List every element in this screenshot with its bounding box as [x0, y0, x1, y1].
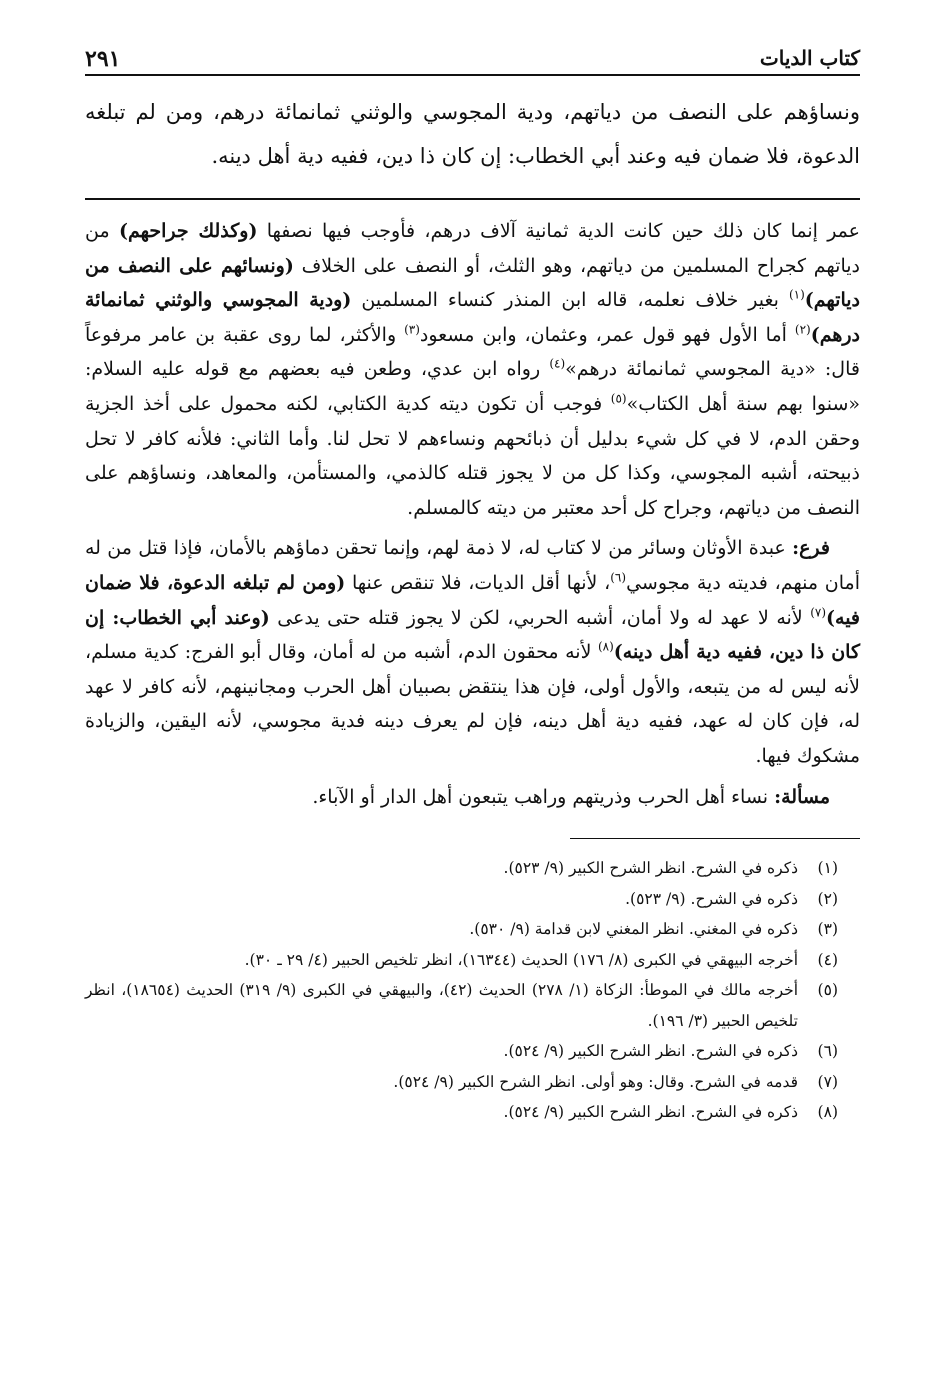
footnote-ref: (١)	[788, 287, 805, 302]
footnote-number: (٦)	[817, 1042, 838, 1061]
text-run: رواه ابن عدي، وطعن فيه بعضهم مع قوله عليه السلام: «سنوا بهم سنة أهل الكتاب»	[85, 358, 861, 415]
footnote-ref: (٢)	[794, 322, 811, 337]
footnote-number: (١)	[817, 859, 838, 878]
page-number: ٢٩١	[85, 46, 121, 72]
text-run: لأنه محقون الدم، أشبه من له أمان، وقال أبو الفرج: كدية مسلم، لأنه ليس له من يتبعه، والأول أولى، فإن هذا ينتقض بصبيان أهل الحرب ومجانينهم، لأنه كافر لا عهد له، فإن كان له عهد، ففيه دية أهل دينه، فإن لم يعرف دينه فدية مجوسي، لأنه اليقين، والزيادة مشكوك فيها.	[85, 641, 860, 767]
footnote-number: (٧)	[817, 1072, 838, 1091]
text-run: والأكثر، لما روى عقبة بن عامر مرفوعاً قال: «دية المجوسي ثمانمائة درهم»	[85, 323, 860, 381]
text-run: عمر إنما كان ذلك حين كانت الدية ثمانية آلاف درهم، فأوجب فيها نصفها	[257, 220, 861, 242]
quoted-matn: (وكذلك جراحهم)	[118, 220, 258, 242]
text-run: أما الأول فهو قول عمر، وعثمان، وابن مسعود	[419, 323, 795, 346]
footnote	[85, 1097, 838, 1128]
footnote-text: ذكره في الشرح. (٩/ ٥٢٣).	[625, 889, 798, 908]
footnote-separator	[570, 838, 860, 839]
commentary	[85, 214, 860, 814]
footnote-number: (٤)	[817, 950, 838, 969]
text-run: لأنه لا عهد له ولا أمان، أشبه الحربي، لكن لا يجوز قتله حتى يدعى	[269, 606, 811, 629]
text-run: عبدة الأوثان وسائر من لا كتاب له، لا ذمة لهم، وإنما تحقن دماؤهم بالأمان، فإذا قتل من له أمان منهم، فديته دية مجوسي	[85, 537, 860, 594]
quoted-matn: (وعند أبي الخطاب: إن كان ذا دين، ففيه دية أهل دينه)	[85, 606, 861, 664]
footnote	[85, 1067, 838, 1098]
footnote-number: (٥)	[817, 981, 838, 1000]
section-divider	[85, 198, 860, 200]
footnote-text: أخرجه البيهقي في الكبرى (٨/ ١٧٦) الحديث (١٦٣٤٤)، انظر تلخيص الحبير (٤/ ٢٩ ـ ٣٠).	[244, 950, 798, 969]
main-text	[85, 90, 860, 178]
quoted-matn: (ودية المجوسي والوثني ثمانمائة درهم)	[85, 289, 860, 346]
footnote-ref: (٦)	[610, 570, 627, 585]
footnote-text: أخرجه مالك في الموطأ: الزكاة (١/ ٢٧٨) الحديث (٤٢)، والبيهقي في الكبرى (٩/ ٣١٩) الحديث (١٨٦٥٤)، انظر تلخيص الحبير (٣/ ١٩٦).	[85, 981, 799, 1030]
text-run: فوجب أن تكون ديته كدية الكتابي، لكنه محمول على أخذ الجزية وحقن الدم، لا في كل شيء بدليل أن ذبائحهم ونساءهم لا تحل لنا. وأما الثاني: فلأنه كافر لا تحل ذبيحته، أشبه المجوسي، وكذا كل من لا يجوز قتله كالذمي، والمستأمن، والمعاهد، ونساؤهم على النصف من دياتهم، وجراح كل أحد معتبر من ديته كالمسلم.	[85, 392, 860, 519]
text-run: نساء أهل الحرب وذريتهم وراهب يتبعون أهل الدار أو الآباء.	[312, 785, 775, 808]
footnote-ref: (٥)	[610, 391, 627, 406]
text-run: بغير خلاف نعلمه، قاله ابن المنذر كنساء المسلمين	[351, 289, 789, 312]
commentary-paragraph-3	[85, 780, 860, 815]
running-title: كتاب الديات	[759, 46, 860, 70]
commentary-paragraph-2	[85, 531, 860, 773]
footnote-text: ذكره في الشرح. انظر الشرح الكبير (٩/ ٥٢٣).	[503, 859, 798, 878]
footnote	[85, 945, 838, 976]
footnote	[85, 884, 838, 915]
section-lead: فرع:	[792, 537, 830, 560]
footnote-text: ذكره في الشرح. انظر الشرح الكبير (٩/ ٥٢٤).	[503, 1103, 798, 1122]
footnote	[85, 975, 838, 1036]
footnote	[85, 1036, 838, 1067]
section-lead: مسألة:	[774, 785, 830, 808]
footnote-text: ذكره في الشرح. انظر الشرح الكبير (٩/ ٥٢٤).	[503, 1042, 798, 1061]
footnote-ref: (٧)	[810, 605, 827, 620]
commentary-paragraph-1	[85, 214, 860, 525]
quoted-matn: (ومن لم تبلغه الدعوة، فلا ضمان فيه)	[85, 571, 861, 629]
text-run: من دياتهم كجراح المسلمين من دياتهم، وهو الثلث، أو النصف على الخلاف	[85, 220, 860, 277]
footnote-text: ذكره في المغني. انظر المغني لابن قدامة (٩/ ٥٣٠).	[469, 920, 798, 939]
footnote	[85, 853, 838, 884]
footnote-number: (٨)	[817, 1103, 838, 1122]
footnote-ref: (٨)	[597, 639, 614, 654]
footnote-ref: (٣)	[404, 322, 420, 337]
quoted-matn: (ونسائهم على النصف من دياتهم)	[85, 254, 860, 312]
page-header	[85, 30, 860, 76]
footnote-text: قدمه في الشرح. وقال: وهو أولى. انظر الشرح الكبير (٩/ ٥٢٤).	[393, 1072, 798, 1091]
footnote-ref: (٤)	[549, 357, 566, 372]
book-page	[85, 30, 860, 1350]
footnotes	[85, 853, 860, 1128]
text-run: ، لأنها أقل الديات، فلا تنقص عنها	[345, 571, 611, 594]
footnote-number: (٢)	[817, 889, 838, 908]
matn-paragraph: ونساؤهم على النصف من دياتهم، ودية المجوسي والوثني ثمانمائة درهم، ومن لم تبلغه الدعوة، فلا ضمان فيه وعند أبي الخطاب: إن كان ذا دين، ففيه دية أهل دينه.	[85, 100, 860, 168]
footnote	[85, 914, 838, 945]
footnote-number: (٣)	[817, 920, 838, 939]
